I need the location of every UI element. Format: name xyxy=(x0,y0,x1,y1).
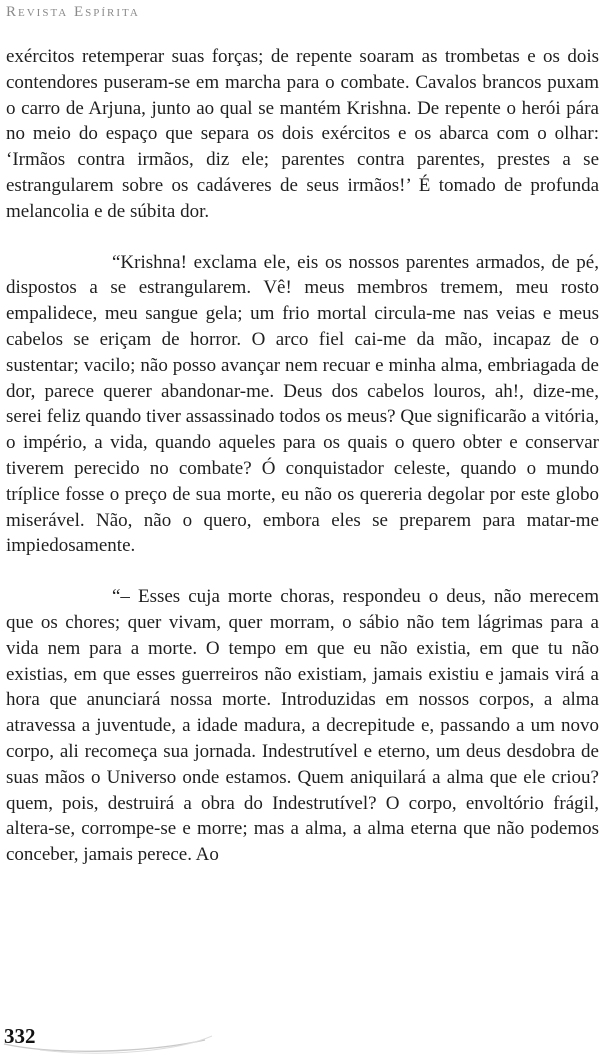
page-body xyxy=(6,44,599,868)
running-head: Revista Espírita xyxy=(6,4,140,20)
paragraph-2: “Krishna! exclama ele, eis os nossos parentes armados, de pé, dispostos a se estrangularem. Vê! meus membros tremem, meu rosto empalidece, meu sangue gela; um frio mortal circula-me nas veias e meus cabelos se eriçam de horror. O arco fiel cai-me da mão, incapaz de o sustentar; vacilo; não posso avançar nem recuar e minha alma, embriagada de dor, parece querer abandonar-me. Deus dos cabelos louros, ah!, dize-me, serei feliz quando tiver assassinado todos os meus? Que significarão a vitória, o império, a vida, quando aqueles para os quais o quero obter e conservar tiverem perecido no combate? Ó conquistador celeste, quando o mundo tríplice fosse o preço de sua morte, eu não os quereria degolar por este globo miserável. Não, não o quero, embora eles se preparem para matar-me impiedosamente. xyxy=(6,251,599,557)
paragraph-3: “– Esses cuja morte choras, respondeu o deus, não merecem que os chores; quer vivam, quer morram, o sábio não tem lágrimas para a vida nem para a morte. O tempo em que eu não existia, em que tu não existias, em que esses guerreiros não existiam, jamais existiu e jamais virá a hora que anunciará nossa morte. Introduzidas em nossos corpos, a alma atravessa a juventude, a idade madura, a decrepitude e, passando a um novo corpo, ali recomeça sua jornada. Indestrutível e eterno, um deus desdobra de suas mãos o Universo onde estamos. Quem aniquilará a alma que ele criou? quem, pois, destruirá a obra do Indestrutível? O corpo, envoltório frágil, altera-se, corrompe-se e morre; mas a alma, a alma eterna que não podemos conceber, jamais perece. Ao xyxy=(6,586,599,866)
page-number: 332 xyxy=(4,1024,36,1048)
paragraph-1: exércitos retemperar suas forças; de repente soaram as trombetas e os dois contendores puseram-se em marcha para o combate. Cavalos brancos puxam o carro de Arjuna, junto ao qual se mantém Krishna. De repente o herói pára no meio do espaço que separa os dois exércitos e os abarca com o olhar: ‘Irmãos contra irmãos, diz ele; parentes contra parentes, prestes a se estrangularem sobre os cadáveres de seus irmãos!’ É tomado de profunda melancolia e de súbita dor. xyxy=(6,46,599,222)
